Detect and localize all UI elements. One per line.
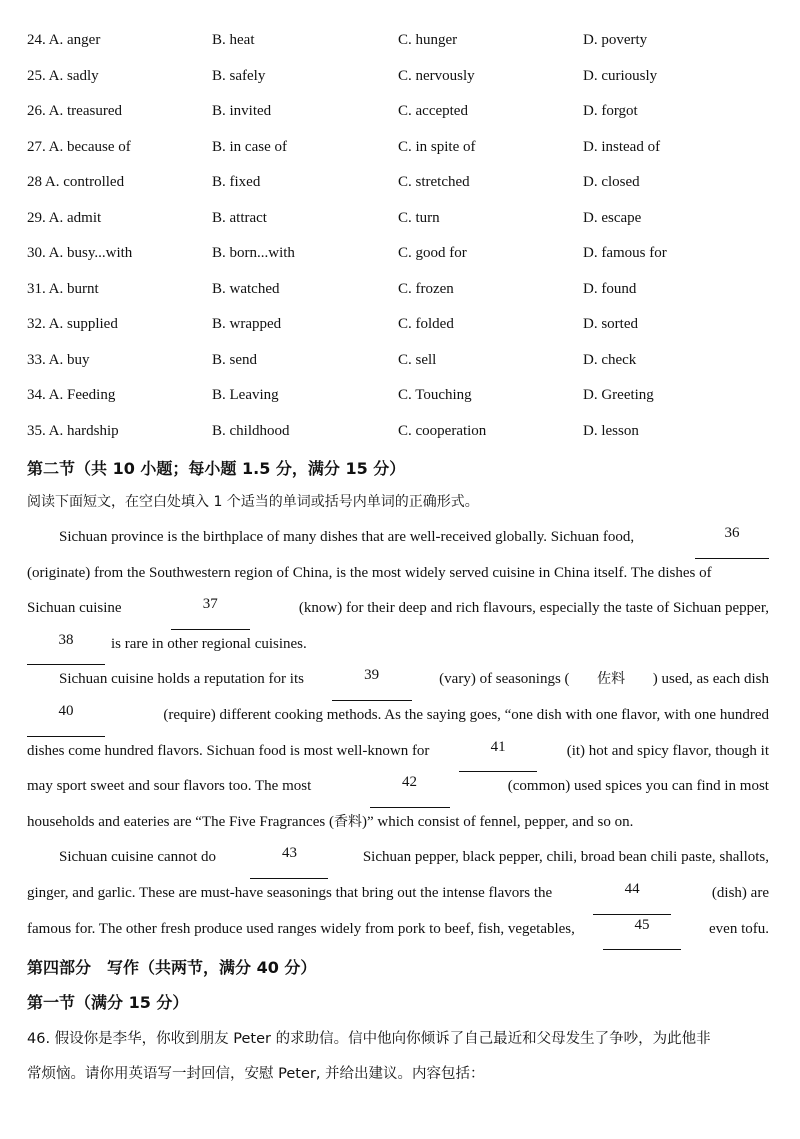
- passage-text: ginger, and garlic. These are must-have seasonings that bring out the intense flavors the: [27, 884, 553, 901]
- passage-line: [27, 879, 769, 915]
- option-d: D. famous for: [583, 245, 667, 261]
- option-a: 28 A. controlled: [27, 174, 125, 190]
- passage-text: may sport sweet and sour flavors too. The most: [27, 778, 312, 795]
- reading-passage: [27, 523, 769, 950]
- option-b: B. fixed: [212, 174, 261, 190]
- question-46-line2: 常烦恼。请你用英语写一封回信，安慰 Peter, 并给出建议。内容包括：: [27, 1066, 485, 1082]
- passage-text: (know) for their deep and rich flavours, especially the taste of Sichuan pepper,: [298, 600, 769, 617]
- blank-38[interactable]: 38: [27, 630, 105, 666]
- question-46-line1: 46. 假设你是李华，你收到朋友 Peter 的求助信。信中他向你倾诉了自己最近和父母发生了争吵，为此他非: [27, 1031, 711, 1047]
- option-c: C. sell: [398, 351, 437, 368]
- passage-text: Sichuan province is the birthplace of many dishes that are well-received globally. Sichuan food,: [59, 529, 635, 545]
- passage-text: ) used, as each dish: [652, 671, 769, 688]
- option-b: B. invited: [212, 103, 272, 119]
- option-c: C. good for: [398, 245, 467, 261]
- option-c: C. hunger: [398, 32, 458, 48]
- passage-text-cn: 佐料: [597, 671, 626, 688]
- option-d: D. lesson: [583, 422, 639, 439]
- option-row: [0, 66, 800, 102]
- option-b: B. wrapped: [212, 316, 282, 332]
- passage-text: Sichuan cuisine cannot do: [59, 849, 217, 866]
- blank-42[interactable]: 42: [370, 772, 450, 808]
- passage-line: [27, 915, 769, 951]
- passage-text: even tofu.: [709, 920, 769, 937]
- blank-44[interactable]: 44: [593, 879, 671, 915]
- passage-text: dishes come hundred flavors. Sichuan food is most well-known for: [27, 742, 430, 759]
- option-row: [0, 421, 800, 457]
- option-b: B. attract: [212, 209, 267, 226]
- passage-text: famous for. The other fresh produce used ranges widely from pork to beef, fish, vegetables,: [27, 920, 575, 937]
- passage-text: households and eateries are “The Five Fragrances (: [27, 813, 334, 830]
- passage-text: Sichuan pepper, black pepper, chili, broad bean chili paste, shallots,: [362, 849, 769, 866]
- option-d: D. sorted: [583, 316, 638, 332]
- passage-line: [27, 665, 769, 701]
- option-d: D. curiously: [583, 67, 658, 84]
- blank-45[interactable]: 45: [603, 915, 681, 951]
- part4-section1-heading: 第一节（满分 15 分）: [27, 993, 189, 1012]
- passage-text: (require) different cooking methods. As the saying goes, “one dish with one flavor, with one hundred: [163, 706, 769, 723]
- option-c: C. folded: [398, 316, 454, 332]
- section2-heading: 第二节（共 10 小题；每小题 1.5 分，满分 15 分）: [27, 459, 406, 478]
- blank-37[interactable]: 37: [171, 594, 250, 630]
- option-d: D. Greeting: [583, 387, 654, 403]
- passage-text: (common) used spices you can find in most: [507, 778, 769, 795]
- option-a: 32. A. supplied: [27, 316, 118, 332]
- section2-instruction: 阅读下面短文，在空白处填入 1 个适当的单词或括号内单词的正确形式。: [27, 494, 479, 510]
- option-d: D. escape: [583, 209, 642, 226]
- passage-line: [27, 737, 769, 773]
- passage-text: Sichuan cuisine: [27, 600, 122, 617]
- option-c: C. turn: [398, 209, 440, 226]
- option-c: C. Touching: [398, 387, 472, 403]
- blank-40[interactable]: 40: [27, 701, 105, 737]
- option-row: [0, 137, 800, 173]
- option-row: [0, 101, 800, 137]
- option-c: C. in spite of: [398, 138, 476, 155]
- passage-line: [27, 701, 769, 737]
- option-d: D. poverty: [583, 32, 648, 48]
- option-a: 35. A. hardship: [27, 422, 119, 439]
- passage-text-cn: 香料: [333, 813, 362, 830]
- passage-line: [27, 808, 769, 844]
- option-a: 33. A. buy: [27, 351, 90, 368]
- passage-text: (dish) are: [711, 884, 769, 901]
- option-c: C. frozen: [398, 280, 454, 297]
- passage-text: )” which consist of fennel, pepper, and so on.: [361, 813, 634, 830]
- option-row: [0, 350, 800, 386]
- option-d: D. forgot: [583, 103, 638, 119]
- blank-36[interactable]: 36: [695, 523, 769, 559]
- passage-line: [27, 630, 769, 666]
- option-row: [0, 314, 800, 350]
- passage-line: [27, 523, 769, 559]
- option-row: [0, 279, 800, 315]
- option-a: 26. A. treasured: [27, 103, 122, 119]
- part4-heading: 第四部分 写作（共两节，满分 40 分）: [27, 958, 317, 977]
- option-b: B. watched: [212, 280, 280, 297]
- option-row: [0, 30, 800, 66]
- option-a: 27. A. because of: [27, 138, 131, 155]
- option-a: 24. A. anger: [27, 32, 101, 48]
- passage-line: [27, 594, 769, 630]
- option-c: C. nervously: [398, 67, 475, 84]
- passage-text: (vary) of seasonings (: [439, 671, 570, 688]
- option-row: [0, 172, 800, 208]
- option-b: B. childhood: [212, 422, 290, 439]
- option-a: 31. A. burnt: [27, 280, 99, 297]
- option-a: 29. A. admit: [27, 209, 102, 226]
- option-d: D. found: [583, 280, 637, 297]
- option-d: D. closed: [583, 174, 640, 190]
- passage-line: [27, 843, 769, 879]
- option-b: B. Leaving: [212, 387, 279, 403]
- option-d: D. check: [583, 351, 637, 368]
- option-b: B. heat: [212, 32, 255, 48]
- option-b: B. born...with: [212, 245, 295, 261]
- option-row: [0, 243, 800, 279]
- option-a: 25. A. sadly: [27, 67, 99, 84]
- option-row: [0, 385, 800, 421]
- passage-text: (it) hot and spicy flavor, though it: [566, 742, 769, 759]
- option-a: 30. A. busy...with: [27, 245, 133, 261]
- blank-41[interactable]: 41: [459, 737, 537, 773]
- option-b: B. in case of: [212, 138, 287, 155]
- option-c: C. stretched: [398, 174, 470, 190]
- option-c: C. cooperation: [398, 422, 487, 439]
- blank-39[interactable]: 39: [332, 665, 412, 701]
- passage-line: [27, 559, 769, 595]
- option-d: D. instead of: [583, 138, 661, 155]
- passage-text: Sichuan cuisine holds a reputation for its: [59, 671, 304, 688]
- blank-43[interactable]: 43: [250, 843, 328, 879]
- option-row: [0, 208, 800, 244]
- option-a: 34. A. Feeding: [27, 387, 116, 403]
- option-b: B. safely: [212, 67, 266, 84]
- option-c: C. accepted: [398, 103, 468, 119]
- option-b: B. send: [212, 351, 257, 368]
- passage-text: is rare in other regional cuisines.: [111, 635, 307, 652]
- passage-text: (originate) from the Southwestern region of China, is the most widely served cuisine in China itself. The dishes of: [27, 564, 712, 581]
- passage-line: [27, 772, 769, 808]
